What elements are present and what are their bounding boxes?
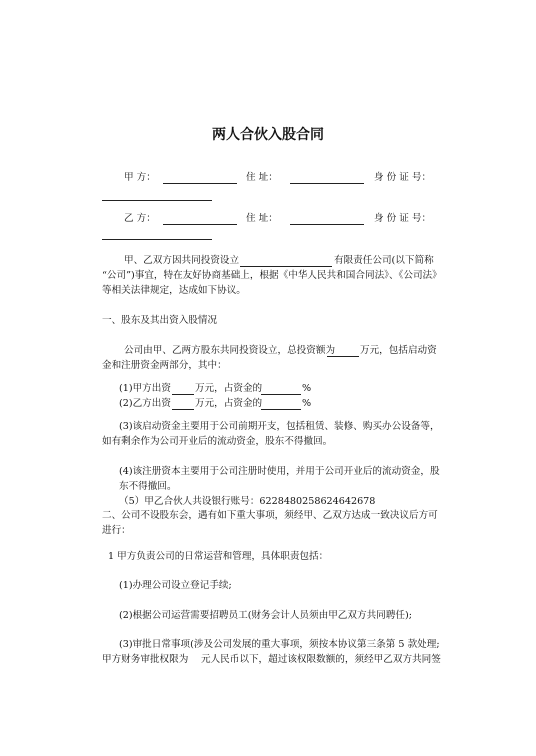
item-4-line-1: (4)该注册资本主要用于公司注册时使用，并用于公司开业后的流动资金，股 <box>119 466 440 477</box>
section-1-para-line-1a: 公司由甲、乙两方股东共同投资设立，总投资额为 <box>124 345 336 356</box>
duty-2: (2)根据公司运营需要招聘员工(财务会计人员须由甲乙双方共同聘任); <box>119 610 412 621</box>
party-b-address-label: 住 址： <box>246 213 278 224</box>
section-2-line-1: 二、公司不设股东会，遇有如下重大事项，须经甲、乙双方达成一致决议后方可 <box>102 510 438 521</box>
item-2-text: 万元，占资金的 <box>195 398 263 409</box>
party-a-name-blank <box>163 183 237 184</box>
section-1-para-line-2: 金和注册资金两部分，其中： <box>102 360 227 371</box>
item-1-percent-sign: % <box>302 383 312 394</box>
duty-1: (1)办理公司设立登记手续; <box>119 580 232 591</box>
party-a-id-label: 身 份 证 号： <box>374 172 432 183</box>
item-1-text: 万元，占资金的 <box>195 383 263 394</box>
item-1-amount-blank <box>172 394 194 395</box>
intro-line-1a: 甲、乙双方因共同投资设立 <box>124 255 240 266</box>
item-1-label: (1)甲方出资 <box>119 383 171 394</box>
intro-line-3: 等相关法律规定，达成如下协议。 <box>102 285 246 296</box>
item-2-percent-sign: % <box>302 398 312 409</box>
party-a-label: 甲 方： <box>124 172 156 183</box>
party-b-label: 乙 方： <box>124 213 156 224</box>
item-2-label: (2)乙方出资 <box>119 398 171 409</box>
item-3-line-2: 如有剩余作为公司开业后的流动资金，股东不得撤回。 <box>102 436 333 447</box>
party-b-address-blank <box>290 224 364 225</box>
section-1-heading: 一、股东及其出资入股情况 <box>102 315 218 326</box>
duty-3-line-2: 甲方财务审批权限为 元人民币以下，超过该权限数额的，须经甲乙双方共同签 <box>102 654 441 665</box>
section-2-line-2: 进行： <box>102 525 131 536</box>
duty-heading: 1 甲方负责公司的日常运营和管理，具体职责包括： <box>108 551 329 562</box>
document-title: 两人合伙入股合同 <box>212 127 324 143</box>
intro-line-1b: 有限责任公司(以下简称 <box>334 255 434 266</box>
party-b-name-blank <box>163 224 237 225</box>
party-b-id-label: 身 份 证 号： <box>374 213 432 224</box>
company-name-blank <box>240 266 332 267</box>
item-3-line-1: (3)该启动资金主要用于公司前期开支，包括租赁、装修、购买办公设备等， <box>119 421 440 432</box>
item-5-bank-account: （5）甲乙合伙人共设银行账号：6228480258624642678 <box>119 496 376 507</box>
party-b-id-blank <box>102 239 212 240</box>
party-a-address-label: 住 址： <box>246 172 278 183</box>
total-investment-blank <box>327 356 359 357</box>
party-a-address-blank <box>290 183 364 184</box>
party-a-id-blank <box>102 200 212 201</box>
item-2-percent-blank <box>261 409 301 410</box>
item-1-percent-blank <box>261 394 301 395</box>
duty-3-line-1: (3)审批日常事项(涉及公司发展的重大事项，须按本协议第三条第 5 款处理; <box>119 639 440 650</box>
intro-line-2: “公司”)事宜，特在友好协商基础上，根据《中华人民共和国合同法》、《公司法》 <box>102 270 442 281</box>
section-1-para-line-1b: 万元，包括启动资 <box>360 345 437 356</box>
item-2-amount-blank <box>172 409 194 410</box>
item-4-line-2: 东不得撤回。 <box>119 481 177 492</box>
